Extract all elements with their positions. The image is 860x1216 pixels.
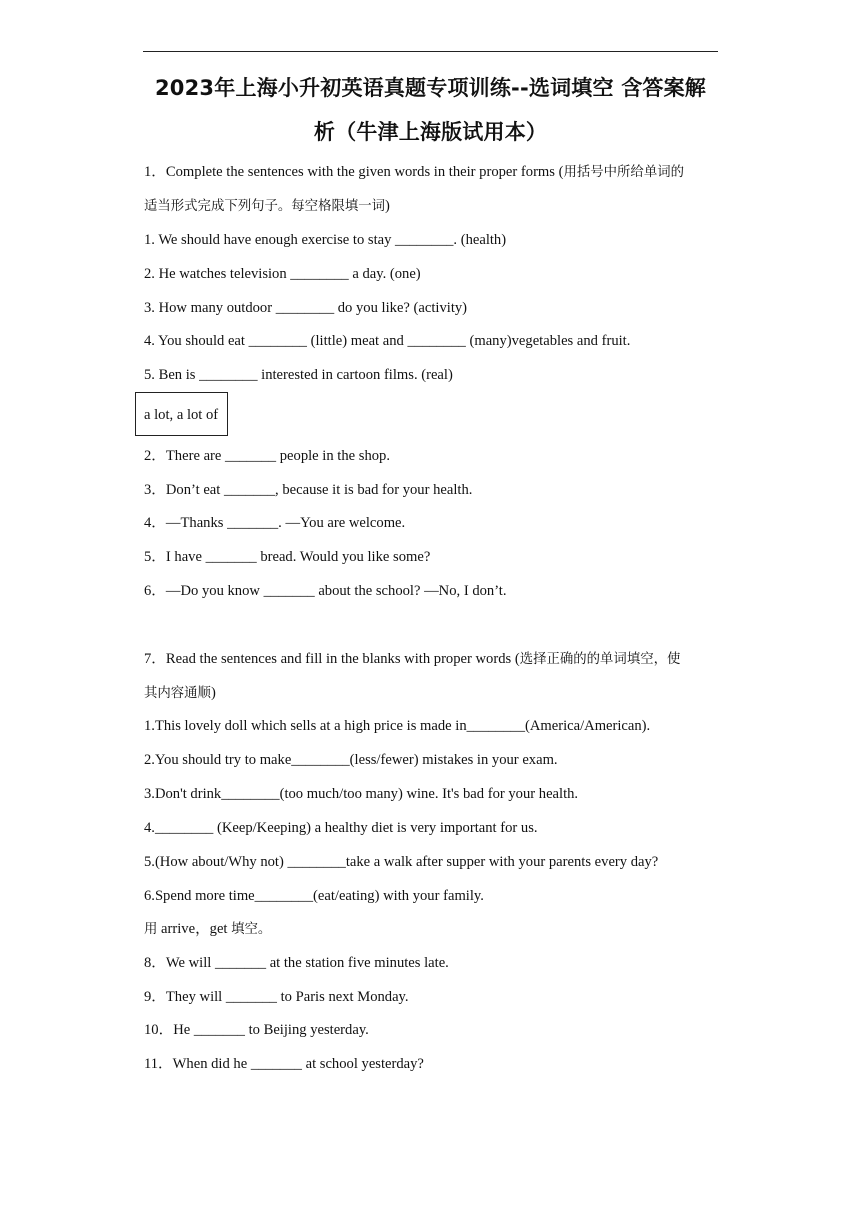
instruction-text: 7．Read the sentences and fill in the blanks with proper words (	[144, 651, 520, 667]
header-rule	[143, 51, 718, 52]
instruction-text-chinese: 用	[144, 922, 158, 937]
exercise-item: 1. We should have enough exercise to stay ________. (health)	[144, 232, 507, 248]
exercise-item: 2. He watches television ________ a day. (one)	[144, 266, 421, 282]
instruction-text-chinese: 填空。	[231, 922, 272, 937]
document-title-line-2: 析（牛津上海版试用本）	[313, 120, 548, 144]
word-box	[135, 392, 228, 436]
exercise-item: 4．—Thanks _______. —You are welcome.	[144, 515, 406, 531]
exercise-item: 11．When did he _______ at school yesterday?	[144, 1056, 424, 1072]
exercise-item: 9．They will _______ to Paris next Monday.	[144, 989, 409, 1005]
section-1-instruction	[144, 163, 684, 182]
exercise-item: 4. You should eat ________ (little) meat and ________ (many)vegetables and fruit.	[144, 333, 631, 349]
exercise-item: 8．We will _______ at the station five minutes late.	[144, 955, 449, 971]
instruction-text-chinese: 用括号中所给单词的	[563, 165, 684, 180]
instruction-text-chinese: 适当形式完成下列句子。每空格限填一词	[144, 199, 386, 214]
exercise-item: 2.You should try to make________(less/fewer) mistakes in your exam.	[144, 752, 558, 768]
exercise-item: 3．Don’t eat _______, because it is bad for your health.	[144, 482, 473, 498]
exercise-item: 2．There are _______ people in the shop.	[144, 448, 390, 464]
exercise-item: 6.Spend more time________(eat/eating) with your family.	[144, 888, 484, 904]
document-title-line-1: 2023年上海小升初英语真题专项训练--选词填空 含答案解	[155, 76, 706, 100]
exercise-item: 3. How many outdoor ________ do you like? (activity)	[144, 300, 468, 316]
section-7-instruction-continued	[144, 684, 216, 703]
section-1-instruction-continued	[144, 197, 390, 216]
exercise-item: 3.Don't drink________(too much/too many) wine. It's bad for your health.	[144, 786, 579, 802]
section-7-instruction	[144, 650, 680, 669]
exercise-item: 4.________ (Keep/Keeping) a healthy diet is very important for us.	[144, 820, 538, 836]
instruction-text-chinese: 其内容通顺	[144, 686, 211, 701]
instruction-text: )	[210, 685, 216, 701]
section-arrive-get-instruction	[144, 920, 271, 939]
word-box-text: a lot, a lot of	[144, 407, 219, 423]
instruction-text-chinese: 选择正确的的单词填空，使	[519, 652, 681, 667]
instruction-text: 1．Complete the sentences with the given words in their proper forms (	[144, 164, 564, 180]
exercise-item: 10．He _______ to Beijing yesterday.	[144, 1022, 369, 1038]
instruction-text: )	[385, 198, 390, 214]
exercise-item: 5.(How about/Why not) ________take a walk after supper with your parents every day?	[144, 854, 659, 870]
exercise-item: 1.This lovely doll which sells at a high price is made in________(America/American).	[144, 718, 651, 734]
exercise-item: 5．I have _______ bread. Would you like some?	[144, 549, 431, 565]
instruction-text: arrive，get	[157, 921, 232, 937]
exercise-item: 5. Ben is ________ interested in cartoon films. (real)	[144, 367, 453, 383]
exercise-item: 6．—Do you know _______ about the school? —No, I don’t.	[144, 583, 507, 599]
